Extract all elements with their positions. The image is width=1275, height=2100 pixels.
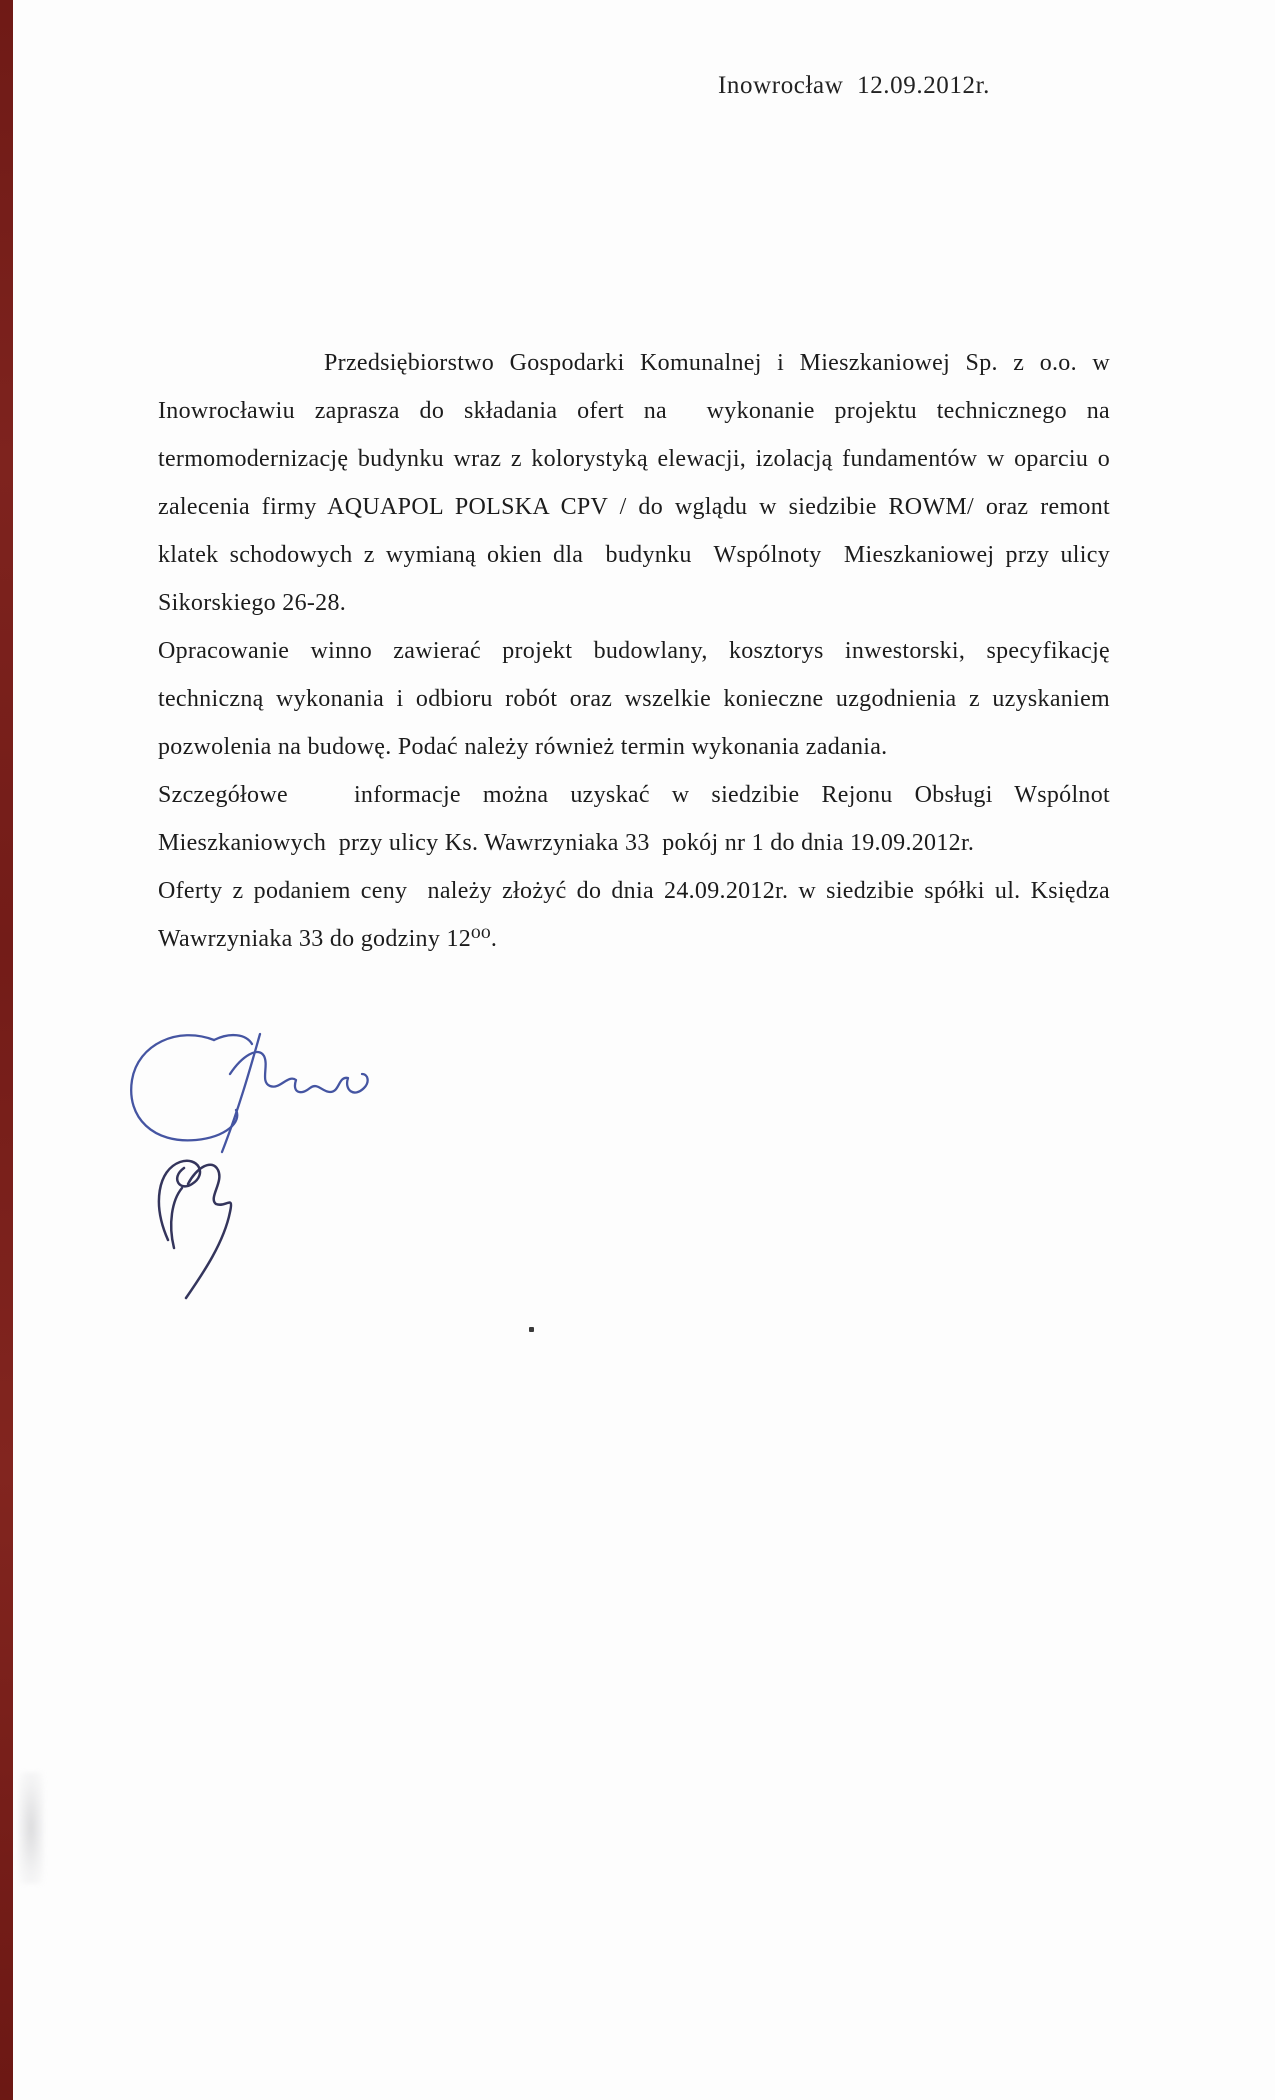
document-line: Oferty z podaniem ceny należy złożyć do dnia 24.09.2012r. w siedzibie spółki ul. Księdza xyxy=(158,878,1110,904)
document-line: Sikorskiego 26-28. xyxy=(158,590,347,616)
document-line: Wawrzyniaka 33 do godziny 12⁰⁰. xyxy=(158,926,498,952)
scan-edge-artifact xyxy=(0,0,13,2100)
handwritten-signature-primary xyxy=(118,1022,388,1162)
letter-body xyxy=(158,339,1110,963)
document-line: Mieszkaniowych przy ulicy Ks. Wawrzyniaka 33 pokój nr 1 do dnia 19.09.2012r. xyxy=(158,830,975,856)
document-line: Przedsiębiorstwo Gospodarki Komunalnej i Mieszkaniowej Sp. z o.o. w xyxy=(324,350,1110,376)
document-line: pozwolenia na budowę. Podać należy również termin wykonania zadania. xyxy=(158,734,888,760)
scan-smudge xyxy=(18,1772,44,1884)
document-line: Opracowanie winno zawierać projekt budowlany, kosztorys inwestorski, specyfikację xyxy=(158,638,1110,664)
scan-speck xyxy=(529,1327,534,1332)
document-line: Szczegółowe informacje można uzyskać w siedzibie Rejonu Obsługi Wspólnot xyxy=(158,782,1110,808)
document-line: techniczną wykonania i odbioru robót oraz wszelkie konieczne uzgodnienia z uzyskaniem xyxy=(158,686,1110,712)
document-line: zalecenia firmy AQUAPOL POLSKA CPV / do wglądu w siedzibie ROWM/ oraz remont xyxy=(158,494,1110,520)
document-line: Inowrocławiu zaprasza do składania ofert na wykonanie projektu technicznego na xyxy=(158,398,1110,424)
document-line: klatek schodowych z wymianą okien dla budynku Wspólnoty Mieszkaniowej przy ulicy xyxy=(158,542,1110,568)
date-line: Inowrocław 12.09.2012r. xyxy=(718,72,990,99)
handwritten-signature-secondary xyxy=(138,1148,258,1303)
document-line: termomodernizację budynku wraz z kolorystyką elewacji, izolacją fundamentów w oparciu o xyxy=(158,446,1110,472)
